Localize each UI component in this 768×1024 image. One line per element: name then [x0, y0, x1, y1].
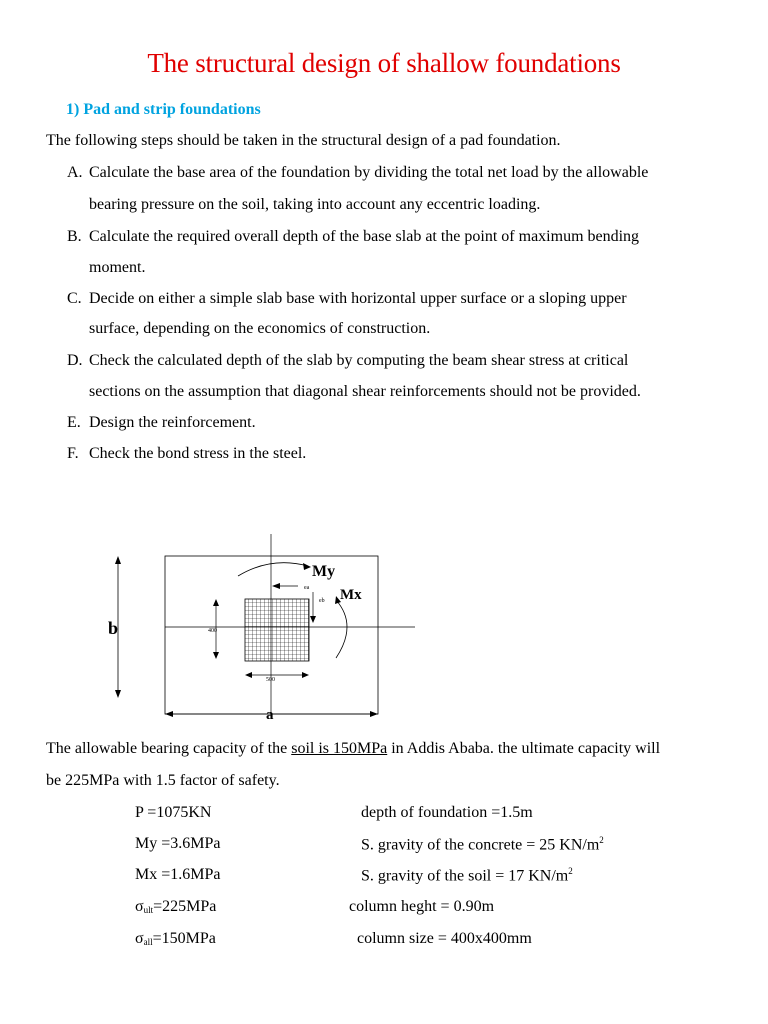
ea-label: ea: [304, 585, 310, 591]
concrete-text: S. gravity of the concrete = 25 KN/m: [361, 836, 600, 854]
step-letter: F.: [67, 445, 79, 462]
step-text: Calculate the required overall depth of the base slab at the point of maximum bending: [89, 228, 640, 245]
param-depth: depth of foundation =1.5m: [361, 804, 533, 821]
page-title: The structural design of shallow foundations: [147, 48, 621, 78]
step-text: Check the calculated depth of the slab by computing the beam shear stress at critical: [89, 352, 629, 369]
all-value: =150MPa: [152, 930, 216, 947]
text-suffix: in Addis Ababa. the ultimate capacity will: [387, 740, 661, 757]
param-column-size: column size = 400x400mm: [357, 930, 532, 947]
step-c-continued: surface, depending on the economics of construction.: [89, 320, 431, 337]
step-f: [67, 445, 306, 463]
step-a: [67, 164, 648, 182]
step-text: Decide on either a simple slab base with horizontal upper surface or a sloping upper: [89, 290, 627, 307]
soil-text: S. gravity of the soil = 17 KN/m: [361, 867, 569, 885]
foundation-plan-diagram: [100, 530, 420, 722]
step-letter: A.: [67, 164, 83, 181]
bearing-capacity-text: [46, 740, 660, 758]
all-subscript: all: [143, 937, 153, 947]
param-soil-gravity: [361, 866, 573, 885]
my-label: My: [312, 563, 336, 580]
param-column-height: column heght = 0.90m: [349, 898, 495, 915]
step-text: Check the bond stress in the steel.: [89, 445, 307, 462]
step-text: Calculate the base area of the foundation by dividing the total net load by the allowable: [89, 164, 649, 181]
section-heading: 1) Pad and strip foundations: [66, 101, 261, 118]
my-moment-arc: [238, 563, 308, 576]
ult-value: =225MPa: [153, 898, 217, 915]
step-d-continued: sections on the assumption that diagonal shear reinforcements should not be provided.: [89, 383, 641, 400]
param-p: P =1075KN: [135, 804, 212, 821]
bearing-capacity-text-line2: be 225MPa with 1.5 factor of safety.: [46, 772, 280, 789]
dim-400-label: 400: [208, 628, 217, 634]
step-letter: D.: [67, 352, 83, 369]
text-underlined: soil is 150MPa: [291, 740, 388, 757]
param-sigma-ult: [135, 898, 216, 916]
b-label: b: [108, 618, 119, 638]
step-text: Design the reinforcement.: [89, 414, 256, 431]
a-label: a: [266, 707, 274, 722]
param-my: My =3.6MPa: [135, 835, 221, 852]
mx-moment-arc: [336, 600, 347, 658]
a-arrow-right: [370, 711, 378, 717]
step-letter: B.: [67, 228, 82, 245]
superscript-2: 2: [568, 866, 573, 876]
sigma-symbol: σ: [135, 898, 144, 915]
step-b-continued: moment.: [89, 259, 146, 276]
b-arrow-top: [115, 556, 121, 564]
step-d: [67, 352, 628, 370]
text-prefix: The allowable bearing capacity of the: [46, 740, 292, 757]
superscript-2: 2: [599, 835, 604, 845]
eb-label: eb: [319, 598, 325, 604]
intro-text: The following steps should be taken in the structural design of a pad foundation.: [46, 132, 561, 149]
step-e: [67, 414, 256, 432]
dim-500-label: 500: [266, 677, 275, 683]
step-letter: E.: [67, 414, 81, 431]
mx-label: Mx: [340, 587, 362, 603]
step-c: [67, 290, 627, 308]
column-section: [245, 599, 309, 661]
sigma-symbol: σ: [135, 930, 144, 947]
step-b: [67, 228, 639, 246]
param-sigma-all: [135, 930, 216, 948]
ult-subscript: ult: [143, 905, 154, 915]
b-arrow-bottom: [115, 690, 121, 698]
param-concrete-gravity: [361, 835, 604, 854]
step-letter: C.: [67, 290, 82, 307]
param-mx: Mx =1.6MPa: [135, 866, 221, 883]
step-a-continued: bearing pressure on the soil, taking into account any eccentric loading.: [89, 196, 541, 213]
a-arrow-left: [165, 711, 173, 717]
